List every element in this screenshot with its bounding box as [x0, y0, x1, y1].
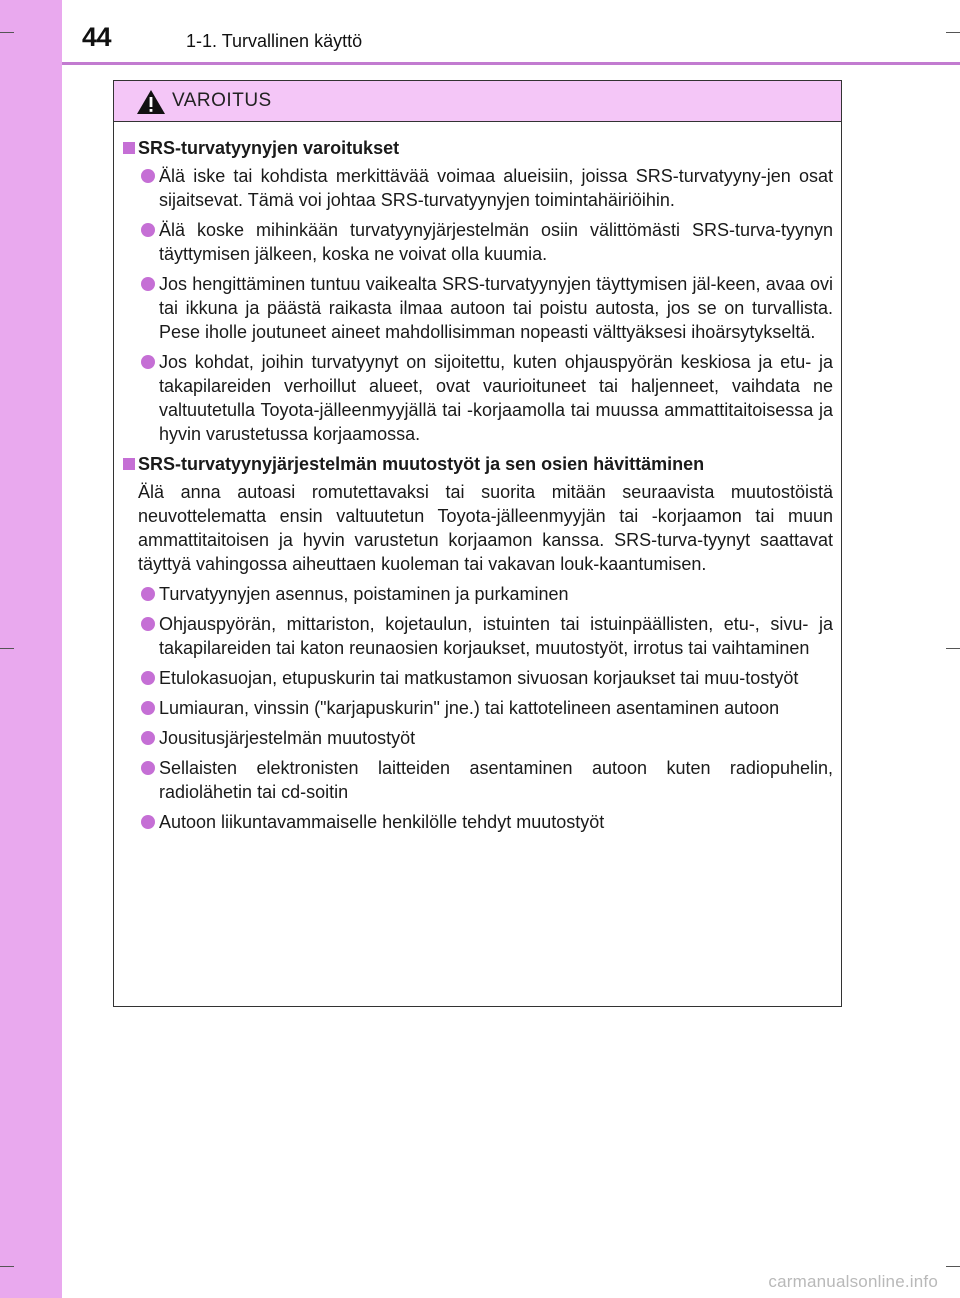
crop-mark — [946, 1266, 960, 1267]
list-item-text: Lumiauran, vinssin ("karjapuskurin" jne.) tai kattotelineen asentaminen autoon — [159, 698, 780, 718]
list-item — [122, 696, 833, 720]
circle-bullet-icon — [141, 277, 155, 291]
list-item — [122, 164, 833, 212]
list-item-text: Jousitusjärjestelmän muutostyöt — [159, 728, 416, 748]
list-item — [122, 582, 833, 606]
list-item-text: Jos kohdat, joihin turvatyynyt on sijoitettu, kuten ohjauspyörän keskiosa ja etu- ja takapilareiden verhoillut alueet, ovat vaurioituneet tai haljenneet, vaihdata ne valtuutetulla Toyota-jälleenmyyjällä tai -korjaamolla tai muussa ammattitaitoisessa ja hyvin varustetussa korjaamossa. — [159, 352, 833, 444]
circle-bullet-icon — [141, 223, 155, 237]
watermark: carmanualsonline.info — [768, 1272, 938, 1291]
header-rule — [62, 62, 960, 65]
list-item — [122, 272, 833, 344]
crop-mark — [946, 32, 960, 33]
circle-bullet-icon — [141, 355, 155, 369]
circle-bullet-icon — [141, 815, 155, 829]
warning-header — [114, 81, 841, 122]
circle-bullet-icon — [141, 671, 155, 685]
crop-mark — [946, 648, 960, 649]
list-item-text: Turvatyynyjen asennus, poistaminen ja purkaminen — [159, 584, 569, 604]
list-item — [122, 350, 833, 446]
list-item-text: Sellaisten elektronisten laitteiden asentaminen autoon kuten radiopuhelin, radiolähetin tai cd-soitin — [159, 758, 833, 802]
list-item-text: Älä koske mihinkään turvatyynyjärjestelmän osiin välittömästi SRS-turva-tyynyn täyttymisen jälkeen, koska ne voivat olla kuumia. — [159, 220, 833, 264]
paragraph: Älä anna autoasi romutettavaksi tai suorita mitään seuraavista muutostöistä neuvottelematta ensin valtuutetun Toyota-jälleenmyyjän tai -korjaamon tai muun ammattitaitoisen ja hyvin varustetun korjaamon kanssa. SRS-turva-tyynyt saattavat täyttyä vahingossa aiheuttaen kuoleman tai vakavan louk-kaantumisen. — [138, 482, 833, 574]
list-item — [122, 218, 833, 266]
list-item-text: Autoon liikuntavammaiselle henkilölle tehdyt muutostyöt — [159, 812, 605, 832]
subheading — [122, 136, 833, 160]
list-item — [122, 726, 833, 750]
subheading-text: SRS-turvatyynyjen varoitukset — [138, 138, 400, 158]
subheading-text: SRS-turvatyynyjärjestelmän muutostyöt ja sen osien hävittäminen — [138, 454, 705, 474]
list-item-text: Ohjauspyörän, mittariston, kojetaulun, istuinten tai istuinpäällisten, etu-, sivu- ja takapilareiden tai katon reunaosien korjaukset, muutostyöt, irrotus tai vaihtaminen — [159, 614, 833, 658]
warning-triangle-icon — [136, 89, 166, 115]
circle-bullet-icon — [141, 701, 155, 715]
crop-mark — [0, 1266, 14, 1267]
section-title: 1-1. Turvallinen käyttö — [186, 31, 363, 51]
subheading — [122, 452, 833, 476]
circle-bullet-icon — [141, 761, 155, 775]
circle-bullet-icon — [141, 731, 155, 745]
list-item — [122, 612, 833, 660]
crop-mark — [0, 32, 14, 33]
square-bullet-icon — [123, 458, 135, 470]
list-item-text: Jos hengittäminen tuntuu vaikealta SRS-turvatyynyjen täyttymisen jäl-keen, avaa ovi tai ikkuna ja päästä raikasta ilmaa autoon tai poistu autosta, jos se on turvallista. Pese iholle joutuneet aineet mahdollisimman nopeasti välttyäksesi ihoärsytykseltä. — [159, 274, 833, 342]
warning-box — [113, 80, 842, 1007]
square-bullet-icon — [123, 142, 135, 154]
left-color-strip — [0, 0, 62, 1298]
circle-bullet-icon — [141, 587, 155, 601]
list-item-text: Älä iske tai kohdista merkittävää voimaa alueisiin, joissa SRS-turvatyyny-jen osat sijaitsevat. Tämä voi johtaa SRS-turvatyynyjen toimintahäiriöihin. — [159, 166, 833, 210]
warning-title: VAROITUS — [172, 90, 272, 111]
circle-bullet-icon — [141, 617, 155, 631]
crop-mark — [0, 648, 14, 649]
list-item — [122, 810, 833, 834]
list-item — [122, 756, 833, 804]
list-item-text: Etulokasuojan, etupuskurin tai matkustamon sivuosan korjaukset tai muu-tostyöt — [159, 668, 799, 688]
list-item — [122, 666, 833, 690]
warning-body — [114, 122, 841, 834]
page-number: 44 — [82, 22, 112, 52]
circle-bullet-icon — [141, 169, 155, 183]
